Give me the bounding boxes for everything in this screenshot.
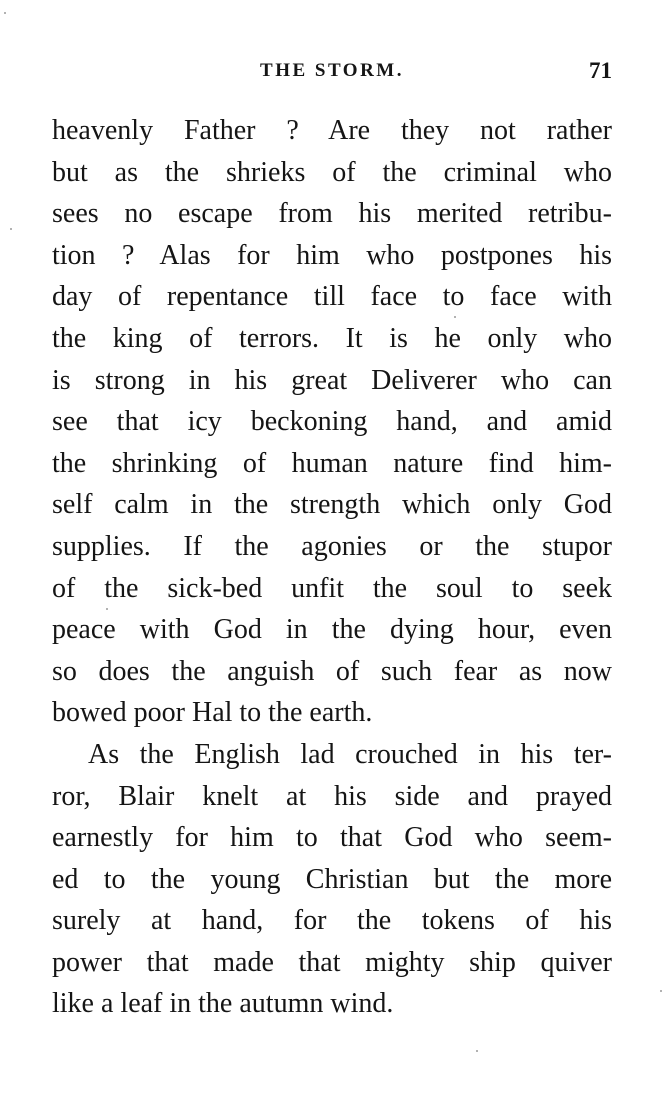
text-line: like a leaf in the autumn wind. <box>52 988 394 1020</box>
text-line: but as the shrieks of the criminal who <box>52 156 612 188</box>
text-line: tion ? Alas for him who postpones his <box>52 239 612 271</box>
text-line: heavenly Father ? Are they not rather <box>52 115 612 146</box>
running-title: THE STORM. <box>260 60 404 81</box>
scan-speck <box>106 608 108 610</box>
paragraph-1 <box>52 110 612 734</box>
scan-speck <box>454 316 456 318</box>
text-line: the king of terrors. It is he only who <box>52 322 612 354</box>
scan-speck <box>4 12 6 14</box>
paragraph-2 <box>52 734 612 1025</box>
text-line: the shrinking of human nature find him- <box>52 447 612 479</box>
running-head <box>52 60 612 94</box>
text-line: supplies. If the agonies or the stupor <box>52 530 612 562</box>
body-text <box>52 110 612 1025</box>
text-line: bowed poor Hal to the earth. <box>52 697 373 729</box>
text-line: ror, Blair knelt at his side and prayed <box>52 780 612 812</box>
scan-speck <box>10 228 12 230</box>
text-line: is strong in his great Deliverer who can <box>52 364 612 396</box>
text-line: sees no escape from his merited retribu- <box>52 198 612 230</box>
text-line: day of repentance till face to face with <box>52 281 612 313</box>
text-line: power that made that mighty ship quiver <box>52 946 612 978</box>
text-line: As the English lad crouched in his ter- <box>88 738 612 770</box>
scan-speck <box>660 990 662 992</box>
scan-speck <box>476 1050 478 1052</box>
text-line: ed to the young Christian but the more <box>52 863 612 895</box>
page-number: 71 <box>589 58 612 83</box>
text-line: surely at hand, for the tokens of his <box>52 905 612 937</box>
text-line: earnestly for him to that God who seem- <box>52 822 612 854</box>
text-line: of the sick-bed unfit the soul to seek <box>52 572 612 604</box>
text-line: peace with God in the dying hour, even <box>52 614 612 646</box>
text-line: self calm in the strength which only God <box>52 489 612 521</box>
text-line: see that icy beckoning hand, and amid <box>52 406 612 438</box>
text-line: so does the anguish of such fear as now <box>52 655 612 687</box>
